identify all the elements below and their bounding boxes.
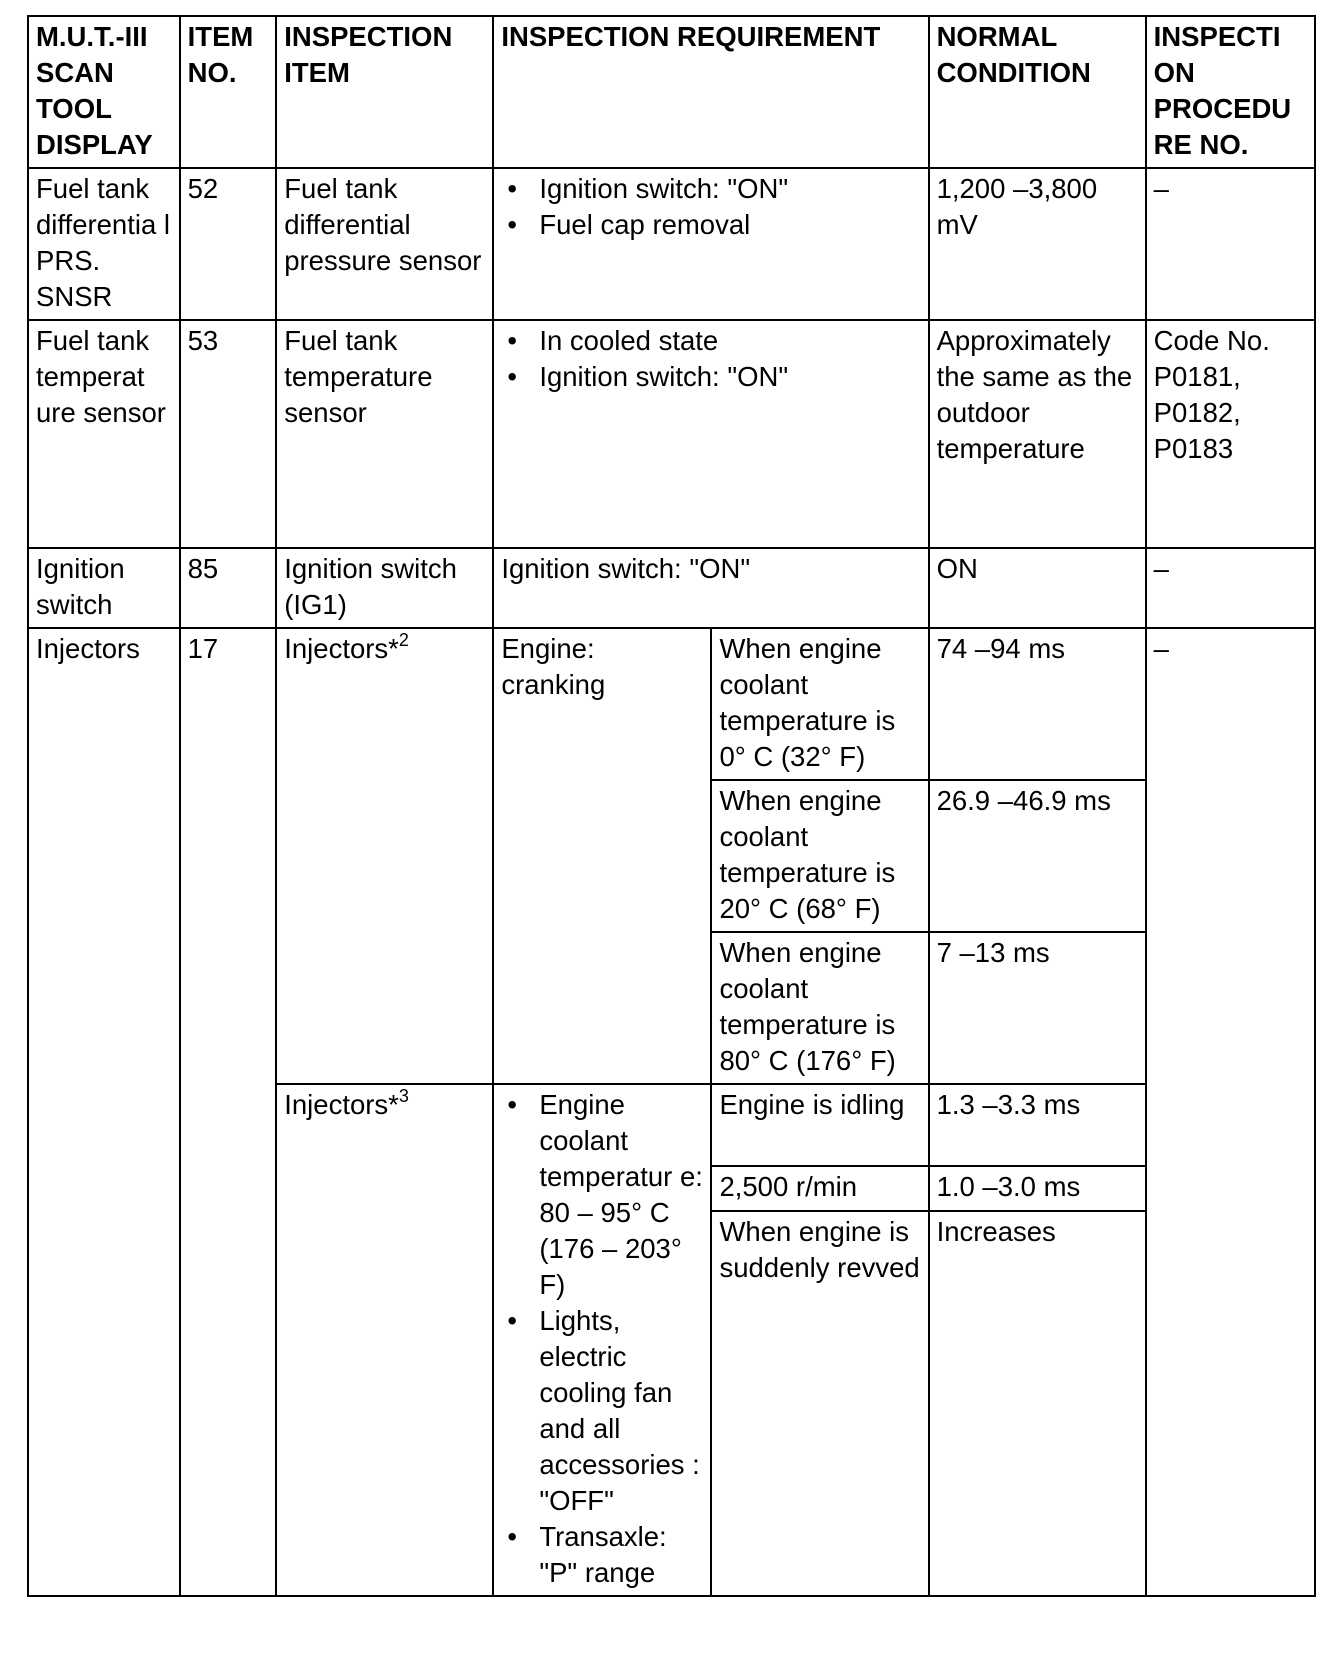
cell-inspection-item [276, 628, 493, 1084]
cell-display: Fuel tank temperat ure sensor [28, 320, 180, 548]
cell-procedure: – [1146, 548, 1315, 628]
cell-normal-condition: 7 –13 ms [929, 932, 1146, 1084]
header-inspection-requirement: INSPECTION REQUIREMENT [493, 16, 928, 168]
cell-inspection-item: Ignition switch (IG1) [276, 548, 493, 628]
requirement-bullet: • Fuel cap removal [501, 207, 920, 243]
item-label: Injectors* [284, 633, 399, 664]
cell-display: Fuel tank differentia l PRS. SNSR [28, 168, 180, 320]
requirement-bullet: • Lights, electric cooling fan and all accessories : "OFF" [501, 1303, 703, 1519]
requirement-bullet: • Ignition switch: "ON" [501, 171, 920, 207]
header-row [28, 16, 1315, 168]
inspection-table [27, 15, 1316, 1597]
header-inspection-item: INSPECTION ITEM [276, 16, 493, 168]
cell-item-no: 85 [180, 548, 277, 628]
header-normal-condition: NORMAL CONDITION [929, 16, 1146, 168]
cell-normal-condition: 74 –94 ms [929, 628, 1146, 780]
cell-item-no: 52 [180, 168, 277, 320]
cell-requirement [493, 1084, 711, 1596]
footnote-mark: 3 [398, 1086, 409, 1106]
cell-inspection-item [276, 1084, 493, 1596]
cell-normal-condition: 1.0 –3.0 ms [929, 1166, 1146, 1212]
header-inspection-procedure: INSPECTI ON PROCEDU RE NO. [1146, 16, 1315, 168]
cell-normal-condition: 26.9 –46.9 ms [929, 780, 1146, 932]
cell-item-no: 17 [180, 628, 277, 1596]
table-row-53 [28, 320, 1315, 548]
cell-requirement: Engine: cranking [493, 628, 711, 1084]
requirement-bullet: • Engine coolant temperatur e: 80 – 95° C (176 – 203° F) [501, 1087, 703, 1303]
cell-condition: When engine is suddenly revved [711, 1211, 928, 1596]
cell-normal-condition: Increases [929, 1211, 1146, 1596]
cell-requirement: Ignition switch: "ON" [493, 548, 928, 628]
cell-normal-condition: 1,200 –3,800 mV [929, 168, 1146, 320]
cell-procedure: Code No. P0181, P0182, P0183 [1146, 320, 1315, 548]
table-row-17 [28, 628, 1315, 780]
cell-inspection-item: Fuel tank temperature sensor [276, 320, 493, 548]
cell-normal-condition: Approximately the same as the outdoor temperature [929, 320, 1146, 548]
cell-condition: When engine coolant temperature is 80° C (176° F) [711, 932, 928, 1084]
cell-condition: 2,500 r/min [711, 1166, 928, 1212]
requirement-bullet: • In cooled state [501, 323, 920, 359]
header-item-no: ITEM NO. [180, 16, 277, 168]
cell-condition: When engine coolant temperature is 20° C (68° F) [711, 780, 928, 932]
cell-inspection-item: Fuel tank differential pressure sensor [276, 168, 493, 320]
table-row-52 [28, 168, 1315, 320]
cell-requirement [493, 168, 928, 320]
requirement-bullet: • Transaxle: "P" range [501, 1519, 703, 1591]
table-row-85 [28, 548, 1315, 628]
header-scan-tool-display: M.U.T.-III SCAN TOOL DISPLAY [28, 16, 180, 168]
requirement-bullet: • Ignition switch: "ON" [501, 359, 920, 395]
cell-display: Ignition switch [28, 548, 180, 628]
footnote-mark: 2 [398, 630, 409, 650]
cell-procedure: – [1146, 628, 1315, 1596]
cell-condition: When engine coolant temperature is 0° C (32° F) [711, 628, 928, 780]
cell-normal-condition: ON [929, 548, 1146, 628]
cell-condition: Engine is idling [711, 1084, 928, 1166]
item-label: Injectors* [284, 1089, 399, 1120]
cell-procedure: – [1146, 168, 1315, 320]
cell-display: Injectors [28, 628, 180, 1596]
cell-requirement [493, 320, 928, 548]
cell-normal-condition: 1.3 –3.3 ms [929, 1084, 1146, 1166]
cell-item-no: 53 [180, 320, 277, 548]
